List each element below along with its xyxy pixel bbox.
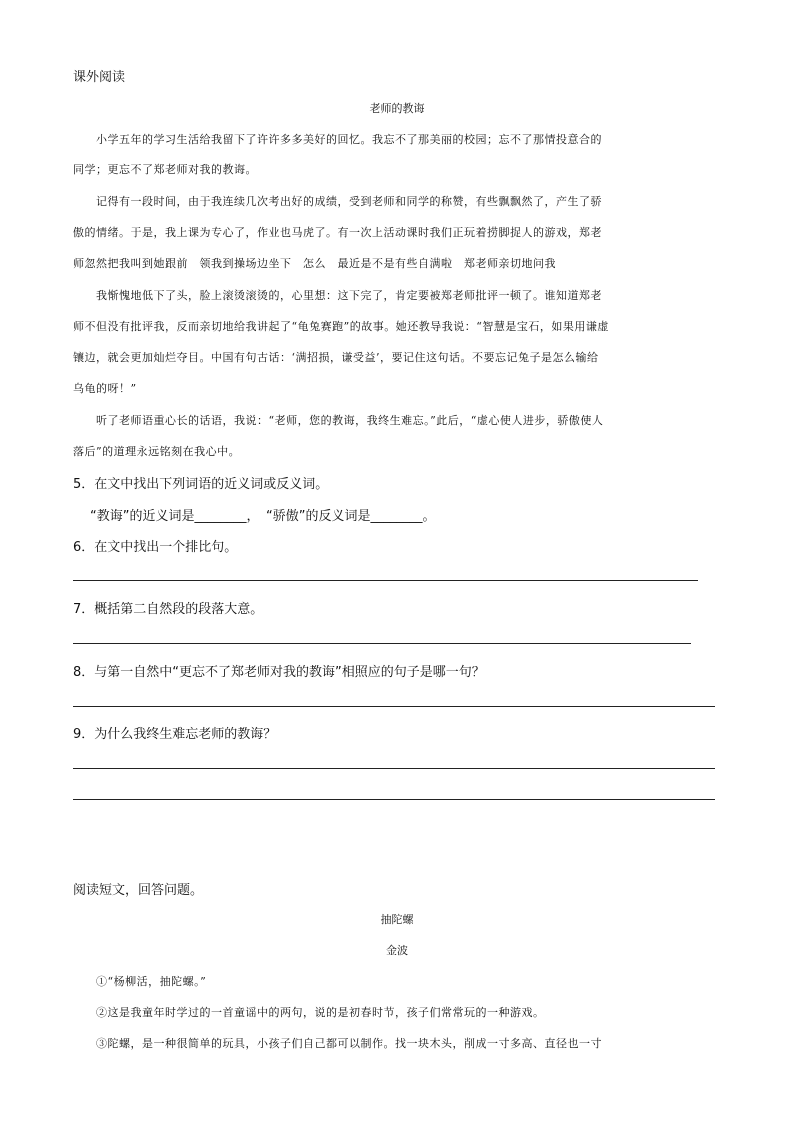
passage-title: 老师的教诲	[369, 102, 425, 115]
passage-line: 我惭愧地低下了头，脸上滚烫滚烫的，心里想：这下完了，肯定要被郑老师批评一顿了。谁知道郑老	[96, 289, 602, 302]
passage-line: 乌龟的呀！”	[73, 382, 137, 395]
question-5: 5．在文中找出下列词语的近义词或反义词。	[73, 477, 329, 492]
passage-line: ②这是我童年时学过的一首童谣中的两句，说的是初春时节，孩子们常常玩的一种游戏。	[96, 1006, 545, 1019]
question-9: 9．为什么我终生难忘老师的教诲？	[73, 727, 277, 742]
passage-line: 听了老师语重心长的话语，我说：“老师，您的教诲，我终生难忘。”此后，“虚心使人进步，骄傲使人	[96, 414, 604, 427]
passage-line: 落后”的道理永远铭刻在我心中。	[73, 445, 241, 458]
answer-line[interactable]	[73, 768, 715, 769]
passage-line: 师不但没有批评我，反而亲切地给我讲起了“龟兔赛跑”的故事。她还教导我说：“智慧是宝石，如果用谦虚	[73, 320, 609, 333]
passage-author: 金波	[386, 944, 408, 957]
answer-line[interactable]	[73, 799, 715, 800]
passage-line: 同学；更忘不了郑老师对我的教诲。	[73, 163, 257, 176]
passage-title: 抽陀螺	[380, 913, 414, 926]
passage-line: 记得有一段时间，由于我连续几次考出好的成绩，受到老师和同学的称赞，有些飘飘然了，产生了骄	[96, 195, 602, 208]
question-5-blanks: “教诲”的近义词是________， “骄傲”的反义词是________。	[90, 509, 436, 524]
passage-line: ③陀螺，是一种很简单的玩具，小孩子们自己都可以制作。找一块木头，削成一寸多高、直径也一寸	[96, 1037, 602, 1050]
question-6: 6．在文中找出一个排比句。	[73, 540, 238, 555]
section-heading: 阅读短文，回答问题。	[73, 883, 204, 898]
answer-line[interactable]	[73, 580, 698, 581]
question-7: 7．概括第二自然段的段落大意。	[73, 602, 264, 617]
passage-line: ①“杨柳活，抽陀螺。”	[96, 975, 207, 988]
passage-line: 镶边，就会更加灿烂夺目。中国有句古话：‘满招损，谦受益’，要记住这句话。不要忘记兔子是怎么输给	[73, 351, 599, 364]
passage-line: 小学五年的学习生活给我留下了许许多多美好的回忆。我忘不了那美丽的校园；忘不了那情投意合的	[96, 133, 602, 146]
section-heading: 课外阅读	[73, 70, 126, 85]
question-8: 8．与第一自然中“更忘不了郑老师对我的教诲”相照应的句子是哪一句？	[73, 665, 485, 680]
passage-line: 傲的情绪。于是，我上课为专心了，作业也马虎了。有一次上活动课时我们正玩着捞脚捉人的游戏，郑老	[73, 226, 602, 239]
answer-line[interactable]	[73, 643, 691, 644]
passage-line: 师忽然把我叫到她跟前 领我到操场边坐下 怎么 最近是不是有些自满啦 郑老师亲切地问我	[73, 257, 556, 270]
answer-line[interactable]	[73, 706, 715, 707]
